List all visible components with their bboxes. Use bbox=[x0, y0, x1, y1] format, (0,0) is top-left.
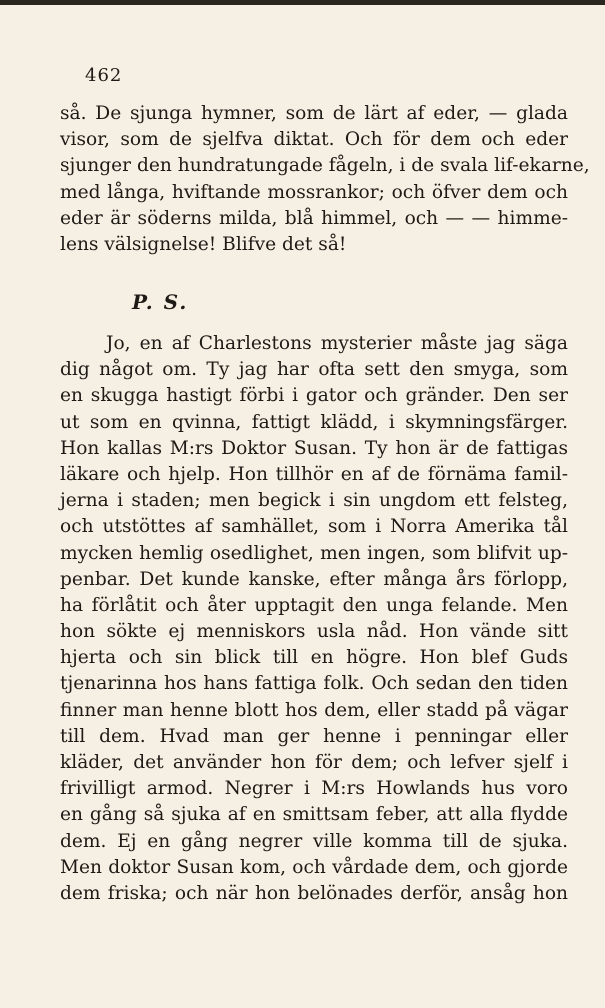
text-line: en skugga hastigt förbi i gator och gränder. Den ser bbox=[60, 385, 568, 407]
ps-heading: P. S. bbox=[132, 290, 189, 314]
page-number: 462 bbox=[85, 65, 123, 86]
text-line: till dem. Hvad man ger henne i penningar eller bbox=[60, 725, 568, 747]
text-line: lens välsignelse! Blifve det så! bbox=[60, 233, 347, 255]
text-line: dem. Ej en gång negrer ville komma till de sjuka. bbox=[60, 830, 568, 852]
text-line: läkare och hjelp. Hon tillhör en af de förnäma famil- bbox=[60, 463, 568, 485]
text-line: med långa, hviftande mossrankor; och öfver dem och bbox=[60, 181, 568, 203]
text-line: ha förlåtit och åter upptagit den unga felande. Men bbox=[60, 594, 568, 616]
text-line: och utstöttes af samhället, som i Norra Amerika tål bbox=[60, 516, 568, 538]
text-line: Hon kallas M:rs Doktor Susan. Ty hon är de fattigas bbox=[60, 437, 568, 459]
text-line: sjunger den hundratungade fågeln, i de svala lif-ekarne, bbox=[60, 155, 590, 177]
text-line: eder är söderns milda, blå himmel, och — — himme- bbox=[60, 207, 568, 229]
text-line: en gång så sjuka af en smittsam feber, att alla flydde bbox=[60, 804, 568, 826]
text-line: Men doktor Susan kom, och vårdade dem, och gjorde bbox=[60, 856, 568, 878]
text-line: kläder, det använder hon för dem; och lefver sjelf i bbox=[60, 752, 568, 773]
text-line: så. De sjunga hymner, som de lärt af eder, — glada bbox=[60, 103, 568, 124]
text-line: penbar. Det kunde kanske, efter många års förlopp, bbox=[60, 568, 568, 590]
paragraph-1 bbox=[60, 101, 590, 258]
text-line: mycken hemlig osedlighet, men ingen, som blifvit up- bbox=[60, 542, 568, 564]
text-line: Jo, en af Charlestons mysterier måste jag säga bbox=[106, 333, 568, 354]
text-line: dig något om. Ty jag har ofta sett den smyga, som bbox=[60, 359, 568, 381]
text-line: frivilligt armod. Negrer i M:rs Howlands hus voro bbox=[60, 778, 568, 800]
top-border-rule bbox=[0, 0, 605, 5]
paragraph-2 bbox=[60, 331, 568, 907]
text-line: tjenarinna hos hans fattiga folk. Och sedan den tiden bbox=[60, 673, 568, 695]
text-line: dem friska; och när hon belönades derför, ansåg hon bbox=[60, 882, 568, 904]
text-line: jerna i staden; men begick i sin ungdom ett felsteg, bbox=[60, 490, 568, 512]
text-line: finner man henne blott hos dem, eller stadd på vägar bbox=[60, 699, 568, 721]
text-line: ut som en qvinna, fattigt klädd, i skymningsfärger. bbox=[60, 411, 568, 433]
text-line: hon sökte ej menniskors usla nåd. Hon vände sitt bbox=[60, 621, 568, 643]
text-line: visor, som de sjelfva diktat. Och för dem och eder bbox=[60, 129, 568, 151]
text-line: hjerta och sin blick till en högre. Hon blef Guds bbox=[60, 647, 568, 669]
